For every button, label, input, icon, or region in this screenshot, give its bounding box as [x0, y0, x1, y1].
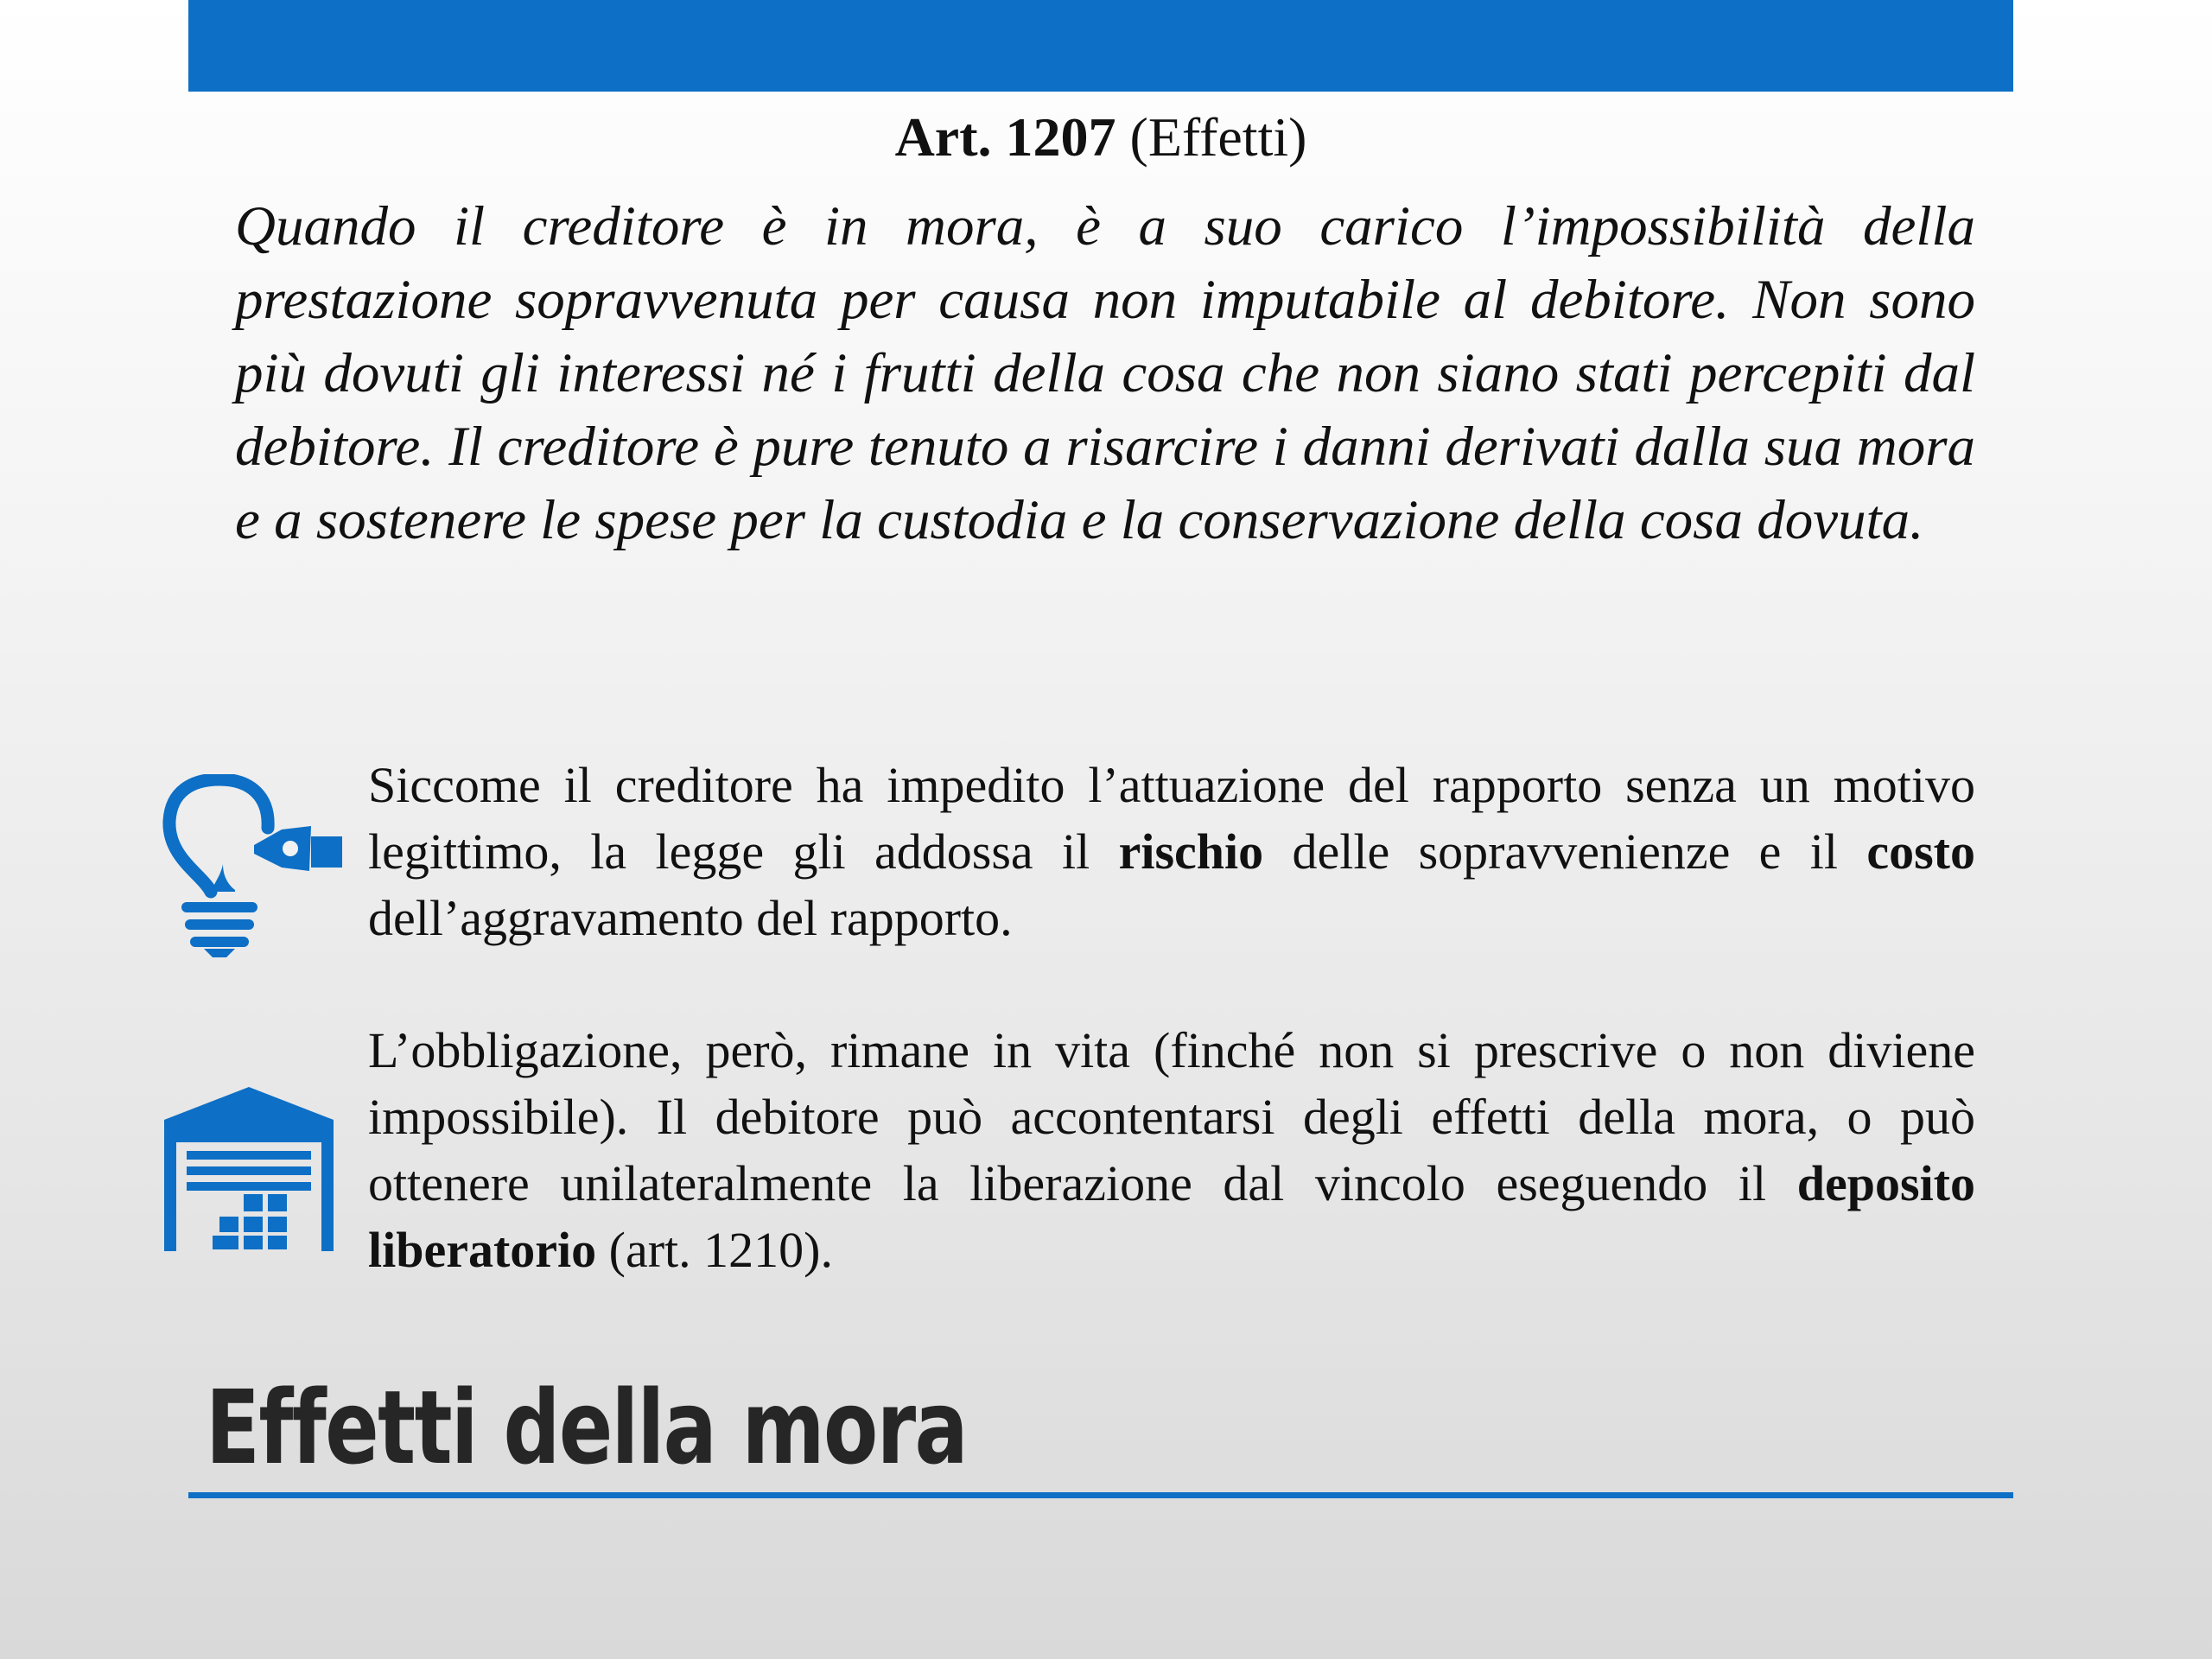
slide-title: Effetti della mora	[206, 1368, 968, 1487]
text-segment: L’obbligazione, però, rimane in vita (finché non si prescrive o non diviene impossibile). Il debitore può accontentarsi degli effetti della mora, o può ottenere unilateralmente la liberazione dal vincolo eseguendo il	[368, 1022, 1975, 1211]
bold-term-deposito-liberatorio: deposito liberatorio	[368, 1155, 1975, 1278]
article-heading	[188, 102, 2013, 173]
text-segment: Siccome il creditore ha impedito l’attuazione del rapporto senza un motivo legittimo, la legge gli addossa il	[368, 757, 1975, 880]
article-number: Art. 1207	[894, 106, 1116, 168]
title-underline	[188, 1492, 2013, 1498]
bold-term-costo: costo	[1866, 823, 1975, 880]
paragraph-risk-cost	[368, 752, 1975, 951]
top-accent-bar	[188, 0, 2013, 92]
article-text: Quando il creditore è in mora, è a suo carico l’impossibilità della prestazione sopravvenuta per causa non imputabile al debitore. Non sono più dovuti gli interessi né i frutti della cosa che non siano stati percepiti dal debitore. Il creditore è pure tenuto a risarcire i danni derivati dalla sua mora e a sostenere le spese per la custodia e la conservazione della cosa dovuta.	[235, 195, 1975, 551]
article-subtitle: (Effetti)	[1129, 106, 1307, 168]
paragraph-deposito-liberatorio	[368, 1017, 1975, 1283]
lightbulb-icon	[161, 774, 342, 957]
warehouse-icon	[164, 1087, 334, 1251]
text-segment: (art. 1210).	[596, 1222, 833, 1278]
text-segment: delle sopravvenienze e il	[1263, 823, 1867, 880]
bold-term-rischio: rischio	[1118, 823, 1264, 880]
text-segment: dell’aggravamento del rapporto.	[368, 890, 1013, 946]
